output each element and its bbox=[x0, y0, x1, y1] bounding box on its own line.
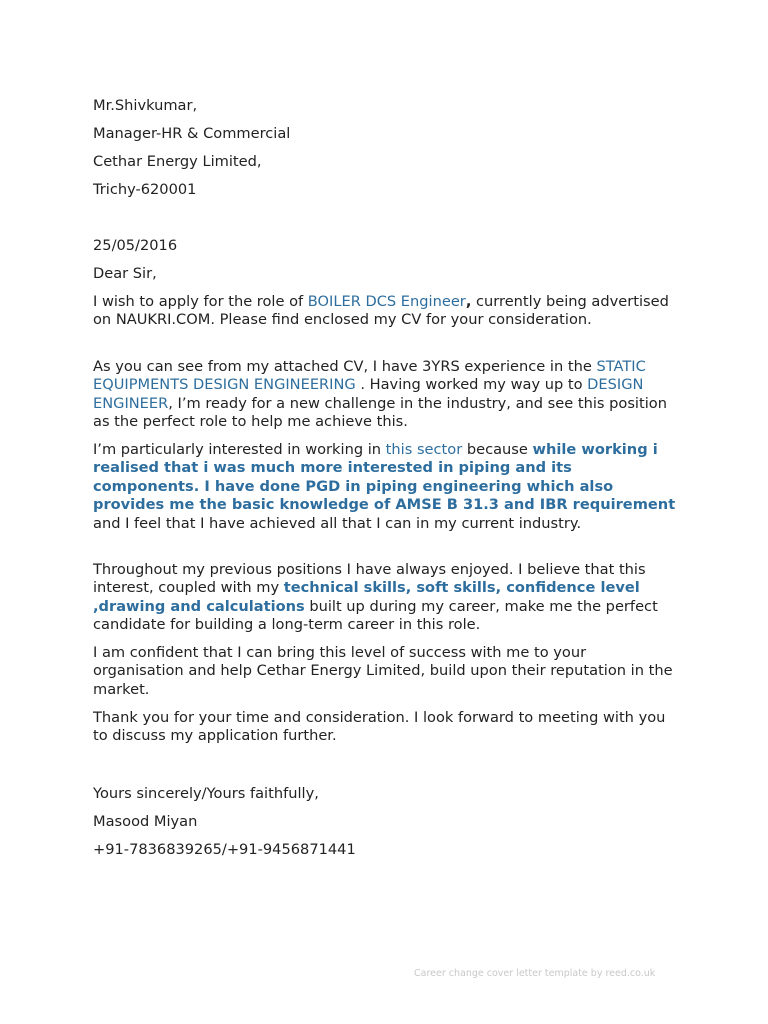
role-highlight: BOILER DCS Engineer bbox=[307, 293, 466, 310]
sender-name: Masood Miyan bbox=[93, 813, 198, 830]
recipient-title: Manager-HR & Commercial bbox=[93, 125, 291, 142]
position-highlight: DESIGN ENGINEER bbox=[93, 376, 644, 412]
skills-highlight: technical skills, soft skills, confidence level ,drawing and calculations bbox=[93, 579, 640, 615]
paragraph-thanks: Thank you for your time and consideration. I look forward to meeting with you to discuss my application further. bbox=[93, 709, 666, 745]
recipient-company: Cethar Energy Limited, bbox=[93, 153, 262, 170]
footer-credit: Career change cover letter template by reed.co.uk bbox=[414, 968, 656, 979]
recipient-name: Mr.Shivkumar, bbox=[93, 97, 198, 114]
paragraph-application: I wish to apply for the role of BOILER DCS Engineer, currently being advertised on NAUKRI.COM. Please find enclosed my CV for your consideration. bbox=[93, 293, 669, 329]
sender-phone: +91-7836839265/+91-9456871441 bbox=[93, 841, 356, 858]
paragraph-confidence: I am confident that I can bring this level of success with me to your organisation and help Cethar Energy Limited, build upon their reputation in the market. bbox=[93, 644, 673, 698]
field-highlight: STATIC EQUIPMENTS DESIGN ENGINEERING bbox=[93, 358, 646, 394]
letter-date: 25/05/2016 bbox=[93, 237, 178, 254]
closing: Yours sincerely/Yours faithfully, bbox=[93, 785, 319, 802]
sector-highlight: this sector bbox=[385, 441, 463, 458]
reason-highlight: while working i realised that i was much more interested in piping and its components. I have done PGD in piping engineering which also provides me the basic knowledge of AMSE B 31.3 and IBR requirement bbox=[93, 441, 676, 514]
paragraph-skills: Throughout my previous positions I have always enjoyed. I believe that this interest, coupled with my technical skills, soft skills, confidence level ,drawing and calculations built up during my career, make me the perfect candidate for building a long-term career in this role. bbox=[93, 561, 658, 634]
paragraph-interest: I’m particularly interested in working in this sector because while working i realised that i was much more interested in piping and its components. I have done PGD in piping engineering which also provides me the basic knowledge of AMSE B 31.3 and IBR requirement and I feel that I have achieved all that I can in my current industry. bbox=[93, 441, 676, 532]
recipient-city: Trichy-620001 bbox=[93, 181, 197, 198]
salutation: Dear Sir, bbox=[93, 265, 157, 282]
paragraph-experience: As you can see from my attached CV, I have 3YRS experience in the STATIC EQUIPMENTS DESIGN ENGINEERING . Having worked my way up to DESIGN ENGINEER, I’m ready for a new challenge in the industry, and see this position as the perfect role to help me achieve this. bbox=[93, 358, 667, 431]
